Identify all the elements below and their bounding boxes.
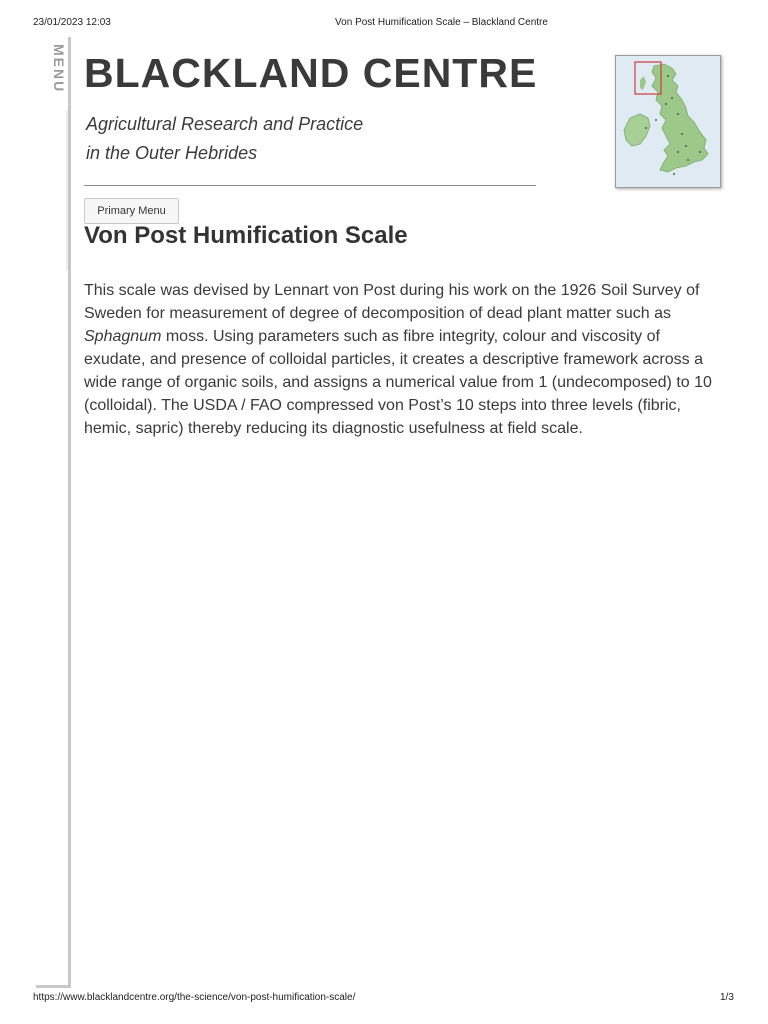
header-divider — [84, 185, 536, 186]
print-url: https://www.blacklandcentre.org/the-science/von-post-humification-scale/ — [33, 992, 356, 1003]
tagline-line-2: in the Outer Hebrides — [86, 143, 258, 163]
paragraph-species-name: Sphagnum — [84, 328, 162, 345]
site-title[interactable]: BLACKLAND CENTRE — [84, 50, 538, 96]
print-doc-title: Von Post Humification Scale – Blackland Centre — [335, 17, 548, 28]
menu-rail — [68, 37, 71, 987]
menu-divider — [66, 110, 68, 270]
paragraph-text-start: This scale was devised by Lennart von Post during his work on the 1926 Soil Survey of Sweden for measurement of degree of decomposition of dead plant matter such as — [84, 282, 700, 322]
article-paragraph — [84, 279, 724, 440]
uk-map-image[interactable] — [615, 55, 721, 188]
tagline-line-1: Agricultural Research and Practice — [86, 114, 364, 134]
menu-toggle[interactable]: MENU — [51, 44, 67, 94]
site-tagline — [86, 110, 363, 168]
paragraph-text-rest: moss. Using parameters such as fibre integrity, colour and viscosity of exudate, and presence of colloidal particles, it creates a descriptive framework across a wide range of organic soils, and assigns a numerical value from 1 (undecomposed) to 10 (colloidal). The USDA / FAO compressed von Post’s 10 steps into three levels (fibric, hemic, sapric) thereby reducing its diagnostic usefulness at field scale. — [84, 328, 712, 437]
print-page-number: 1/3 — [720, 992, 734, 1003]
primary-menu-button[interactable]: Primary Menu — [84, 198, 179, 224]
page-title: Von Post Humification Scale — [84, 222, 408, 249]
uk-map-graphic — [616, 56, 720, 187]
print-datetime: 23/01/2023 12:03 — [33, 17, 111, 28]
print-footer — [0, 992, 768, 1006]
menu-rail-foot — [36, 985, 71, 988]
print-header — [0, 17, 768, 31]
